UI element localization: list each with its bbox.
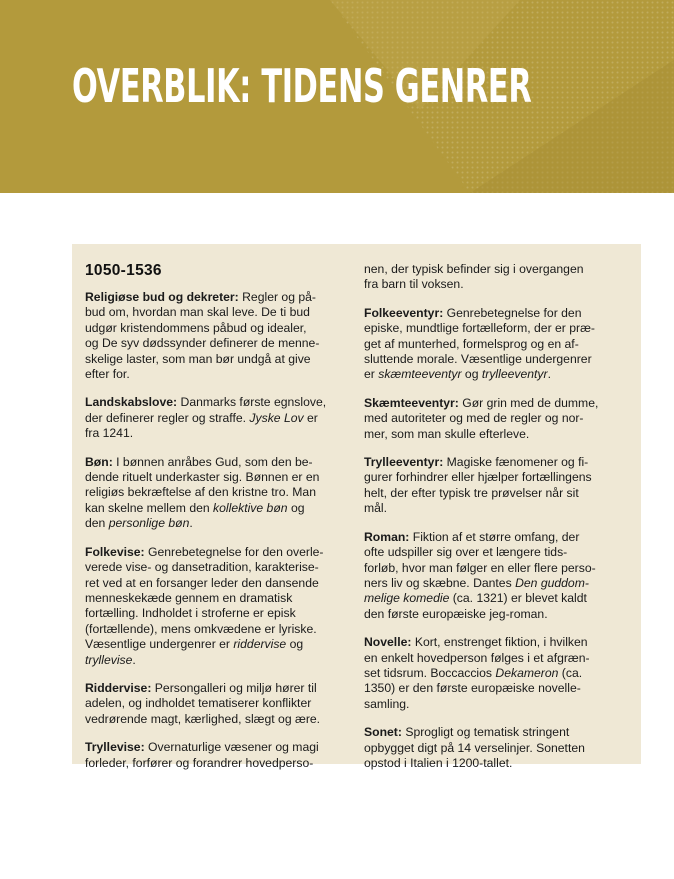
entry-skaemteeventyr: Skæmteeventyr: Gør grin med de dumme, med autoriteter og med de regler og nor- mer, som man skulle efterleve. [364,395,599,441]
entry-term: Skæmteeventyr: [364,395,459,410]
entry-tryllevise-continued: nen, der typisk befinder sig i overgangen fra barn til voksen. [364,262,584,292]
entry-folkeeventyr: Folkeeventyr: Genrebetegnelse for den episke, mundtlige fortælleform, der er præ- get af munterhed, formelsprog og en af- sluttende morale. Væsentlige undergenrer er skæmteeventyr og trylleeventyr. [364,305,595,382]
entry-riddervise: Riddervise: Persongalleri og miljø hører til adelen, og indholdet tematiserer konflikter vedrørende magt, kærlighed, slægt og ære. [85,680,321,726]
genre-overview-box [72,244,641,770]
entry-term: Sonet: [364,725,402,740]
period-heading: 1050-1536 [85,262,162,279]
entry-term: Bøn: [85,454,113,469]
entry-novelle: Novelle: Kort, enstrenget fiktion, i hvilken en enkelt hovedperson følges i et afgræn- set tidsrum. Boccaccios Dekameron (ca. 1350) er den første europæiske novelle- samling. [364,635,590,711]
entry-sonet: Sonet: Sprogligt og tematisk stringent opbygget digt på 14 verselinjer. Sonetten opstod i Italien i 1200-tallet. [364,725,585,770]
entry-tryllevise: Tryllevise: Overnaturlige væsener og magi forleder, forfører og forandrer hovedperso- [85,740,319,770]
entry-term: Folkeeventyr: [364,305,444,320]
entry-term: Religiøse bud og dekreter: [85,290,239,304]
page-title: OVERBLIK: TIDENS GENRER [72,59,532,113]
entry-term: Tryllevise: [85,740,145,755]
entry-term: Folkevise: [85,544,145,559]
entry-term: Novelle: [364,635,412,650]
entry-term: Landskabslove: [85,395,178,410]
left-column [85,262,347,784]
entry-folkevise: Folkevise: Genrebetegnelse for den overle- verede vise- og dansetradition, karakterise- ret ved at en forsanger leder den dansende menneskekæde gennem en dramatisk fortælling. Indholdet i stroferne er episk (fortællende), mens omkvædene er lyriske. Væsentlige undergenrer er riddervise og tryllevise. [85,544,324,667]
entry-religiose-bud: Religiøse bud og dekreter: Regler og på- bud om, hvordan man skal leve. De ti bud udgør kristendommens påbud og idealer, og De syv dødssynder definerer de menne- skelige laster, som man bør undgå at give efter for. [85,290,320,382]
header-banner [0,0,674,193]
entry-roman: Roman: Fiktion af et større omfang, der ofte udspiller sig over et længere tids- forløb, hvor man følger en eller flere perso- ners liv og skæbne. Dantes Den guddom- melige komedie (ca. 1321) er blevet kaldt den første europæiske jeg-roman. [364,529,596,621]
entry-term: Roman: [364,529,410,544]
entry-term: Trylleeventyr: [364,455,444,470]
right-column [364,262,632,784]
entry-bon: Bøn: I bønnen anråbes Gud, som den be- dende rituelt underkaster sig. Bønnen er en religiøs bekræftelse af den kristne tro. Man kan skelne mellem den kollektive bøn og den personlige bøn. [85,454,320,531]
entry-term: Riddervise: [85,680,152,695]
entry-trylleeventyr: Trylleeventyr: Magiske fænomener og fi- gurer forhindrer eller hjælper fortællingens helt, der efter typisk tre prøvelser når sit mål. [364,455,592,516]
entry-landskabslove: Landskabslove: Danmarks første egnslove, der definerer regler og straffe. Jyske Lov er fra 1241. [85,395,327,441]
